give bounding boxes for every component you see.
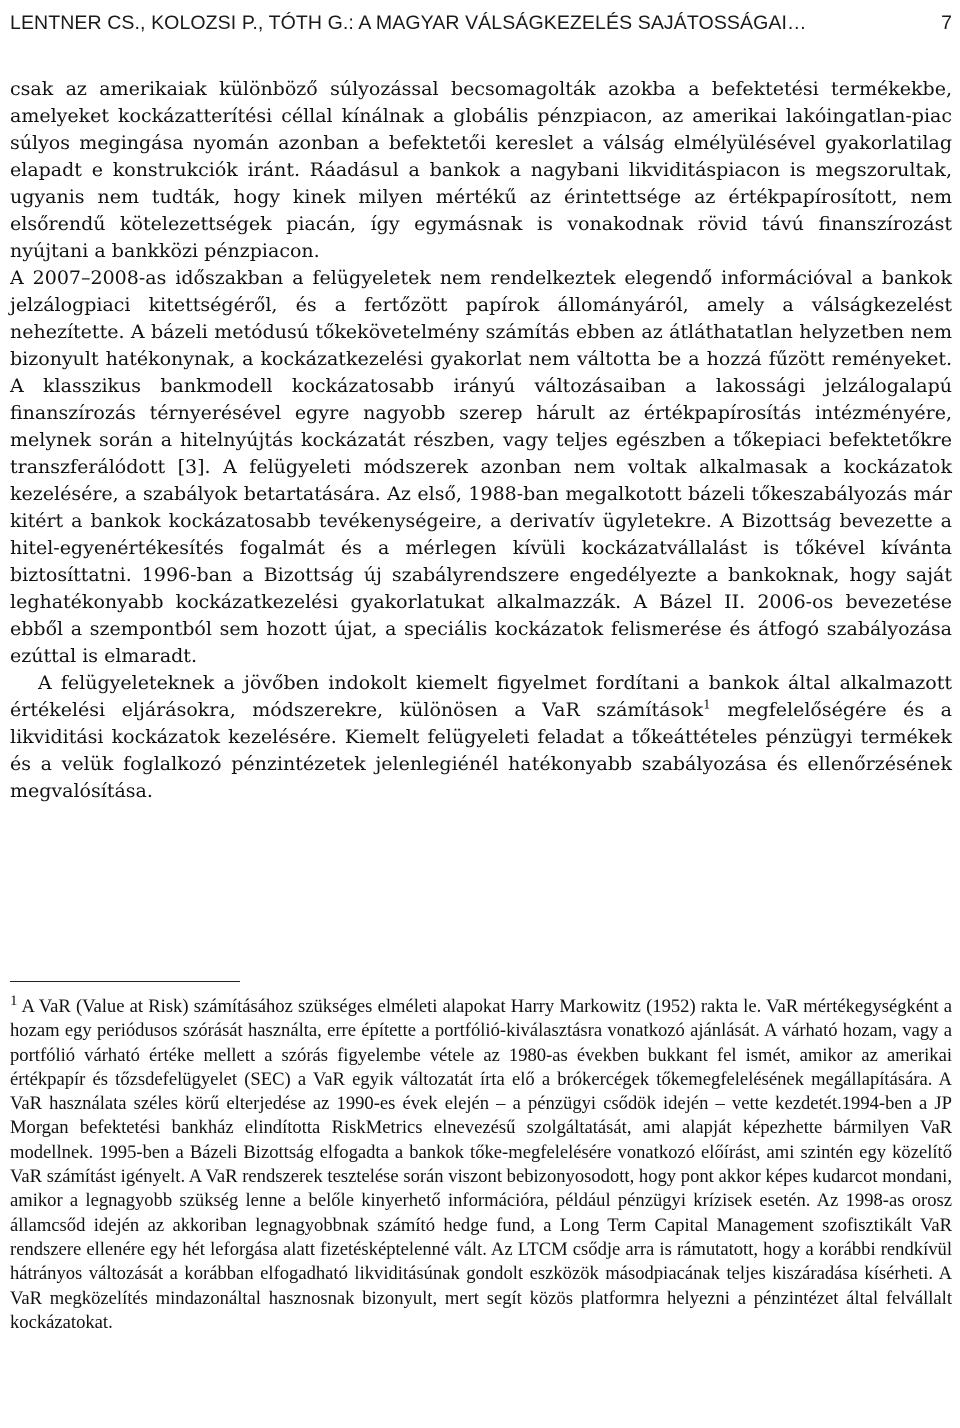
- running-title: LENTNER CS., KOLOZSI P., TÓTH G.: A MAGYAR VÁLSÁGKEZELÉS SAJÁTOSSÁGAI…: [10, 12, 807, 34]
- page-number: 7: [941, 12, 952, 34]
- paragraph-3-text-before: A felügyeleteknek a jövőben indokolt kiemelt figyelmet fordítani a bankok által alkalmazott értékelési eljárásokra, módszerekre, különösen a VaR számítások: [10, 672, 952, 721]
- footnote-reference[interactable]: 1: [703, 697, 711, 712]
- running-header: [10, 12, 952, 42]
- footnote-text: A VaR (Value at Risk) számításához szükséges elméleti alapokat Harry Markowitz (1952) rakta le. VaR mértékegységként a hozam egy periódusos szórását használta, erre építette a portfólió-kiválasztásra vonatkozó ajánlását. A várható hozam, vagy a portfólió várható értéke mellett a szórás figyelembe vétele az 1980-as években bukkant fel ismét, amikor az amerikai értékpapír és tőzsdefelügyelet (SEC) a VaR egyik változatát írta elő a brókercégek tőkemegfelelésének megállapítására. A VaR használata széles körű elterjedése az 1990-es évek elején – a pénzügyi csődök idején – vette kezdetét.1994-ben a JP Morgan befektetési bankház elindította RiskMetrics elnevezésű szolgáltatását, ami alapját képezhette bármilyen VaR modellnek. 1995-ben a Bázeli Bizottság elfogadta a bankok tőke-megfelelésére vonatkozó előírást, ami szintén egy közelítő VaR számítást igényelt. A VaR rendszerek tesztelése során viszont bebizonyosodott, hogy pont akkor képes kudarcot mondani, amikor a legnagyobb szükség lenne a belőle kinyerhető információra, például pénzügyi krízisek esetén. Az 1998-as orosz államcsőd idején az akkoriban legnagyobbnak számító hedge fund, a Long Term Capital Management szofisztikált VaR rendszere ellenére egy hét leforgása alatt fizetésképtelenné vált. Az LTCM csődje arra is rámutatott, hogy a korábbi rendkívül hátrányos változását a korábban elfogadható likviditásúnak gondolt eszközök másodpiacának teljes kiszáradása kísérheti. A VaR megközelítés mindazonáltal hasznosnak bizonyult, mert segít közös platformra helyezni a pénzintézet által felvállalt kockázatokat.: [10, 996, 952, 1333]
- paragraph-3-text-after: megfelelőségére és a likviditási kockázatok kezelésére. Kiemelt felügyeleti feladat a tőkeáttételes pénzügyi termékek és a velük foglalkozó pénzintézetek jelenlegiénél hatékonyabb szabályozása és ellenőrzésének megvalósítása.: [10, 699, 952, 802]
- footnote-separator: [10, 981, 240, 982]
- paragraph-1: csak az amerikaiak különböző súlyozással becsomagolták azokba a befektetési termékekbe, amelyeket kockázatterítési céllal kínálnak a globális pénzpiacon, az amerikai lakóingatlan-piac súlyos megingása nyomán azonban a befektetői kereslet a válság elmélyülésével gyakorlatilag elapadt e konstrukciók iránt. Ráadásul a bankok a nagybani likviditáspiacon is megszorultak, ugyanis nem tudták, hogy kinek milyen mértékű az érintettsége az értékpapírosított, nem elsőrendű kötelezettségek piacán, így egymásnak is vonakodnak rövid távú finanszírozást nyújtani a bankközi pénzpiacon.: [10, 78, 952, 262]
- footnote: [10, 992, 952, 1335]
- paragraph-3: [10, 670, 952, 805]
- main-text: [10, 76, 952, 805]
- paragraph-2: A 2007–2008-as időszakban a felügyeletek nem rendelkeztek elegendő információval a bankok jelzálogpiaci kitettségéről, és a fertőzött papírok állományáról, amely a válságkezelést nehezítette. A bázeli metódusú tőkekövetelmény számítás ebben az átláthatatlan helyzetben nem bizonyult hatékonynak, a kockázatkezelési gyakorlat nem váltotta be a hozzá fűzött reményeket. A klasszikus bankmodell kockázatosabb irányú változásaiban a lakossági jelzálogalapú finanszírozás térnyerésével egyre nagyobb szerep hárult az értékpapírosítás intézményére, melynek során a hitelnyújtás kockázatát részben, vagy teljes egészben a tőkepiaci befektetőkre transzferálódott [3]. A felügyeleti módszerek azonban nem voltak alkalmasak a kockázatok kezelésére, a szabályok betartatására. Az első, 1988-ban megalkotott bázeli tőkeszabályozás már kitért a bankok kockázatosabb tevékenységeire, a derivatív ügyletekre. A Bizottság bevezette a hitel-egyenértékesítés fogalmát és a mérlegen kívüli kockázatvállalást is tőkével kívánta biztosíttatni. 1996-ban a Bizottság új szabályrendszere engedélyezte a bankoknak, hogy saját leghatékonyabb kockázatkezelési gyakorlatukat alkalmazzák. A Bázel II. 2006-os bevezetése ebből a szempontból sem hozott újat, a speciális kockázatok felismerése és átfogó szabályozása ezúttal is elmaradt.: [10, 267, 952, 667]
- footnote-mark: 1: [10, 992, 18, 1009]
